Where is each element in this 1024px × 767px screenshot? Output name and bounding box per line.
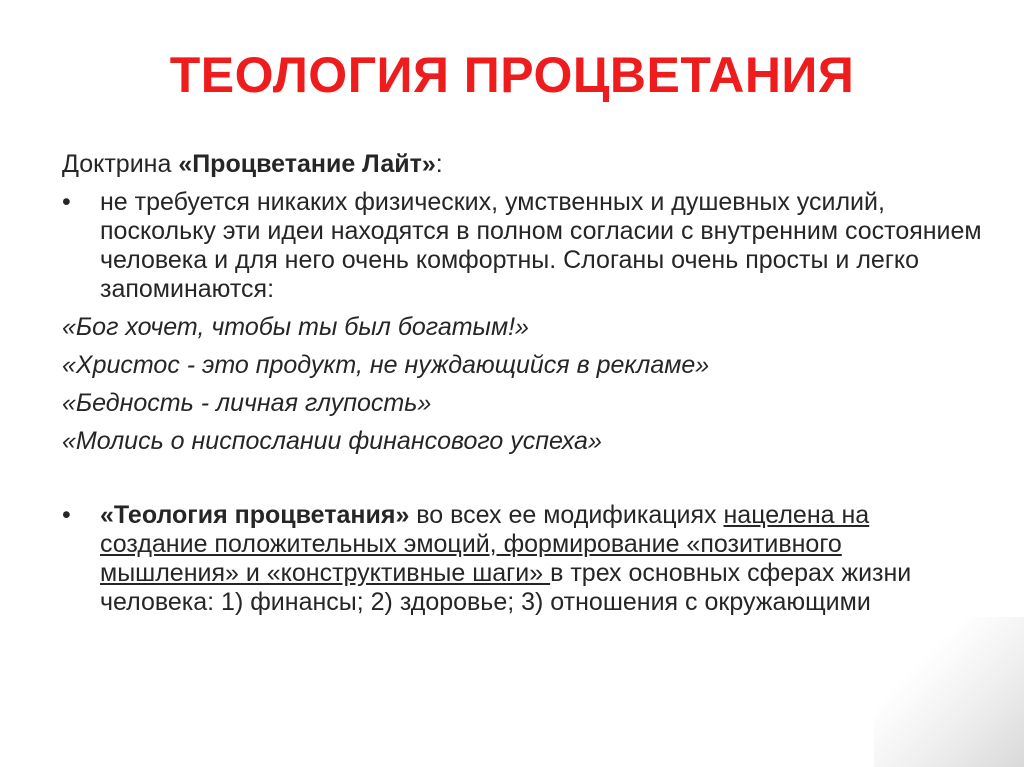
page-curl-decoration (874, 617, 1024, 767)
spacer (62, 465, 982, 501)
bullet-item-1 (62, 188, 982, 304)
doctrine-name: «Процветание Лайт» (178, 150, 436, 178)
slogan-1: «Бог хочет, чтобы ты был богатым!» (62, 313, 529, 341)
intro-suffix: : (435, 150, 443, 178)
bullet-2-bold: «Теология процветания» (100, 501, 410, 529)
slogan-2: «Христос - это продукт, не нуждающийся в рекламе» (62, 351, 710, 379)
bullet-icon: • (62, 501, 71, 529)
slogan-3: «Бедность - личная глупость» (62, 389, 432, 417)
bullet-2-underlined: нацелена на создание положительных эмоций, формирование «позитивного мышления» и «конструктивные шаги» (100, 501, 870, 587)
bullet-2-text-2: в трех основных сферах жизни человека: 1) финансы; 2) здоровье; 3) отношения с окружающими (100, 559, 912, 616)
slogan-4: «Молись о ниспослании финансового успеха» (62, 427, 602, 455)
bullet-item-2 (62, 501, 982, 617)
slide-body (62, 150, 982, 626)
bullet-2-text-1: во всех ее модификациях (409, 501, 724, 529)
slide-title: ТЕОЛОГИЯ ПРОЦВЕТАНИЯ (169, 47, 855, 103)
bullet-icon: • (62, 188, 71, 216)
intro-label: Доктрина (62, 150, 179, 178)
intro-line (62, 150, 982, 179)
bullet-1-text: не требуется никаких физических, умственных и душевных усилий, поскольку эти идеи находятся в полном согласии с внутренним состоянием человека и для него очень комфортны. Слоганы очень просты и легко запоминаются: (100, 188, 982, 303)
